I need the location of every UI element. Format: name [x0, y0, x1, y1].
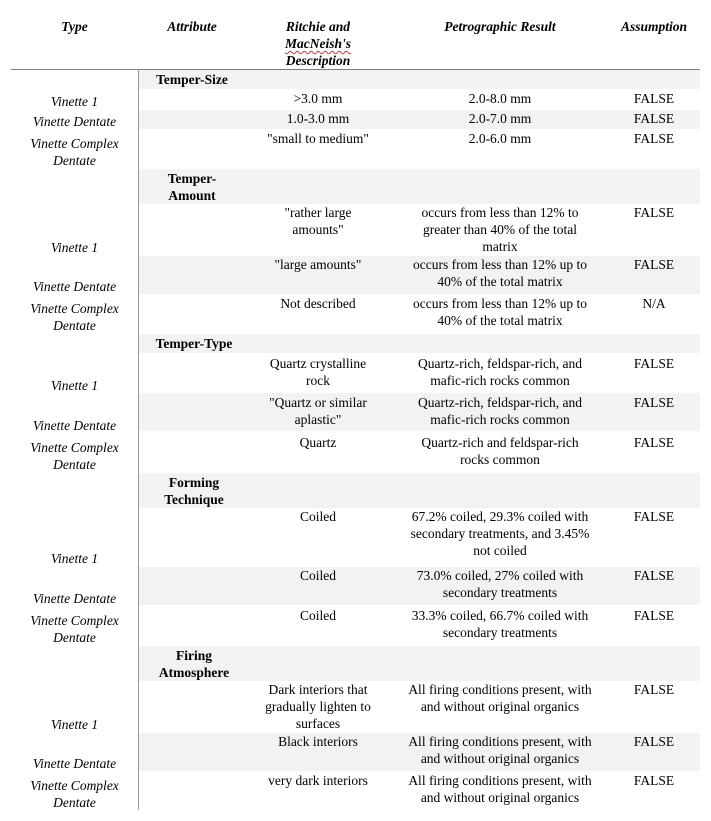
section-title [139, 647, 249, 681]
type-label: Vinette 1 [50, 240, 99, 255]
cell-line: and without original organics [420, 790, 580, 805]
cell-line: rocks common [460, 452, 540, 467]
section-title-line: Amount [168, 188, 216, 203]
description-cell [258, 355, 378, 389]
description-cell [258, 681, 378, 732]
description-cell: Not described [280, 296, 356, 311]
result-cell [390, 567, 610, 601]
type-label [11, 777, 138, 811]
result-cell [390, 434, 610, 468]
result-cell [390, 508, 610, 559]
assumption-cell: FALSE [633, 356, 675, 371]
cell-line: 67.2% coiled, 29.3% coiled with [411, 509, 589, 524]
assumption-cell: FALSE [633, 111, 675, 126]
assumption-cell: FALSE [633, 568, 675, 583]
cell-line: Quartz-rich and feldspar-rich [421, 435, 579, 450]
cell-line: occurs from less than 12% up to [413, 296, 587, 311]
result-cell: 2.0-7.0 mm [468, 111, 532, 126]
description-cell: Coiled [300, 509, 336, 524]
type-label: Vinette Dentate [32, 418, 117, 433]
result-cell [390, 772, 610, 806]
description-cell [258, 204, 378, 238]
assumption-cell: N/A [642, 296, 666, 311]
assumption-cell: FALSE [633, 205, 675, 220]
description-cell: "small to medium" [267, 131, 369, 146]
type-label-line: Vinette Complex [30, 613, 119, 628]
cell-line: gradually lighten to [265, 699, 371, 714]
cell-line: matrix [482, 239, 518, 254]
type-label [11, 135, 138, 169]
assumption-cell: FALSE [633, 257, 675, 272]
type-label-line: Dentate [53, 457, 96, 472]
cell-line: secondary treatments [442, 585, 558, 600]
assumption-cell: FALSE [633, 395, 675, 410]
header-type: Type [61, 19, 88, 34]
cell-line: secondary treatments [442, 625, 558, 640]
section-title-line: Atmosphere [158, 665, 230, 680]
description-cell: very dark interiors [268, 773, 368, 788]
assumption-cell: FALSE [633, 435, 675, 450]
cell-line: 40% of the total matrix [437, 274, 563, 289]
cell-line: amounts" [292, 222, 344, 237]
type-label-line: Vinette Complex [30, 301, 119, 316]
cell-line: secondary treatments, and 3.45% [410, 526, 590, 541]
type-label: Vinette Dentate [32, 591, 117, 606]
type-label: Vinette Dentate [32, 114, 117, 129]
result-cell [390, 733, 610, 767]
header-description-line2: MacNeish's [284, 36, 351, 51]
cell-line: greater than 40% of the total [422, 222, 578, 237]
assumption-cell: FALSE [633, 773, 675, 788]
section-title-line: Forming [168, 475, 220, 490]
cell-line: All firing conditions present, with [408, 734, 592, 749]
header-assumption: Assumption [620, 19, 688, 34]
type-label-line: Dentate [53, 795, 96, 810]
section-title-line: Firing [176, 648, 212, 663]
description-cell: Quartz [299, 435, 337, 450]
result-cell [390, 355, 610, 389]
description-cell: "large amounts" [274, 257, 362, 272]
description-cell: Coiled [300, 568, 336, 583]
type-label: Vinette 1 [50, 94, 99, 109]
section-title [139, 170, 245, 204]
result-cell: 2.0-6.0 mm [468, 131, 532, 146]
result-cell [390, 607, 610, 641]
assumption-cell: FALSE [633, 509, 675, 524]
cell-line: Dark interiors that [268, 682, 368, 697]
cell-line: 73.0% coiled, 27% coiled with [416, 568, 584, 583]
assumption-cell: FALSE [633, 91, 675, 106]
cell-line: not coiled [473, 543, 527, 558]
cell-line: occurs from less than 12% to [421, 205, 579, 220]
result-cell [390, 394, 610, 428]
type-label-line: Dentate [53, 318, 96, 333]
result-cell [390, 204, 610, 255]
cell-line: Quartz-rich, feldspar-rich, and [418, 356, 582, 371]
result-cell: 2.0-8.0 mm [468, 91, 532, 106]
description-cell [258, 394, 378, 428]
cell-line: Quartz crystalline [269, 356, 367, 371]
cell-line: "Quartz or similar [269, 395, 367, 410]
cell-line: mafic-rich rocks common [430, 373, 570, 388]
cell-line: 33.3% coiled, 66.7% coiled with [411, 608, 589, 623]
cell-line: "rather large [284, 205, 352, 220]
assumption-cell: FALSE [633, 131, 675, 146]
description-cell: Coiled [300, 608, 336, 623]
header-result: Petrographic Result [444, 19, 556, 34]
cell-line: surfaces [295, 716, 341, 731]
type-label: Vinette 1 [50, 378, 99, 393]
type-label [11, 439, 138, 473]
section-title: Temper-Type [155, 336, 233, 351]
type-label [11, 612, 138, 646]
cell-line: mafic-rich rocks common [430, 412, 570, 427]
type-label: Vinette Dentate [32, 279, 117, 294]
header-description-line1: Ritchie and [285, 19, 351, 34]
type-label-line: Vinette Complex [30, 440, 119, 455]
header-attribute: Attribute [167, 19, 217, 34]
type-label-line: Dentate [53, 630, 96, 645]
type-label [11, 300, 138, 334]
cell-line: and without original organics [420, 699, 580, 714]
type-label-line: Vinette Complex [30, 778, 119, 793]
type-label-line: Dentate [53, 153, 96, 168]
type-label: Vinette 1 [50, 551, 99, 566]
description-cell: 1.0-3.0 mm [286, 111, 350, 126]
cell-line: and without original organics [420, 751, 580, 766]
assumption-cell: FALSE [633, 682, 675, 697]
type-label: Vinette 1 [50, 717, 99, 732]
assumption-cell: FALSE [633, 734, 675, 749]
cell-line: Quartz-rich, feldspar-rich, and [418, 395, 582, 410]
cell-line: occurs from less than 12% up to [413, 257, 587, 272]
header-description [258, 18, 378, 69]
cell-line: All firing conditions present, with [408, 773, 592, 788]
result-cell [390, 295, 610, 329]
cell-line: All firing conditions present, with [408, 682, 592, 697]
result-cell [390, 681, 610, 715]
description-cell: >3.0 mm [293, 91, 343, 106]
section-title [139, 474, 249, 508]
section-title: Temper-Size [156, 72, 228, 87]
description-cell: Black interiors [278, 734, 358, 749]
result-cell [390, 256, 610, 290]
section-title-line: Technique [164, 492, 224, 507]
cell-line: aplastic" [294, 412, 342, 427]
type-label-line: Vinette Complex [30, 136, 119, 151]
type-label: Vinette Dentate [32, 756, 117, 771]
header-description-line3: Description [285, 53, 351, 68]
cell-line: 40% of the total matrix [437, 313, 563, 328]
section-title-line: Temper- [167, 171, 217, 186]
cell-line: rock [306, 373, 330, 388]
assumption-cell: FALSE [633, 608, 675, 623]
